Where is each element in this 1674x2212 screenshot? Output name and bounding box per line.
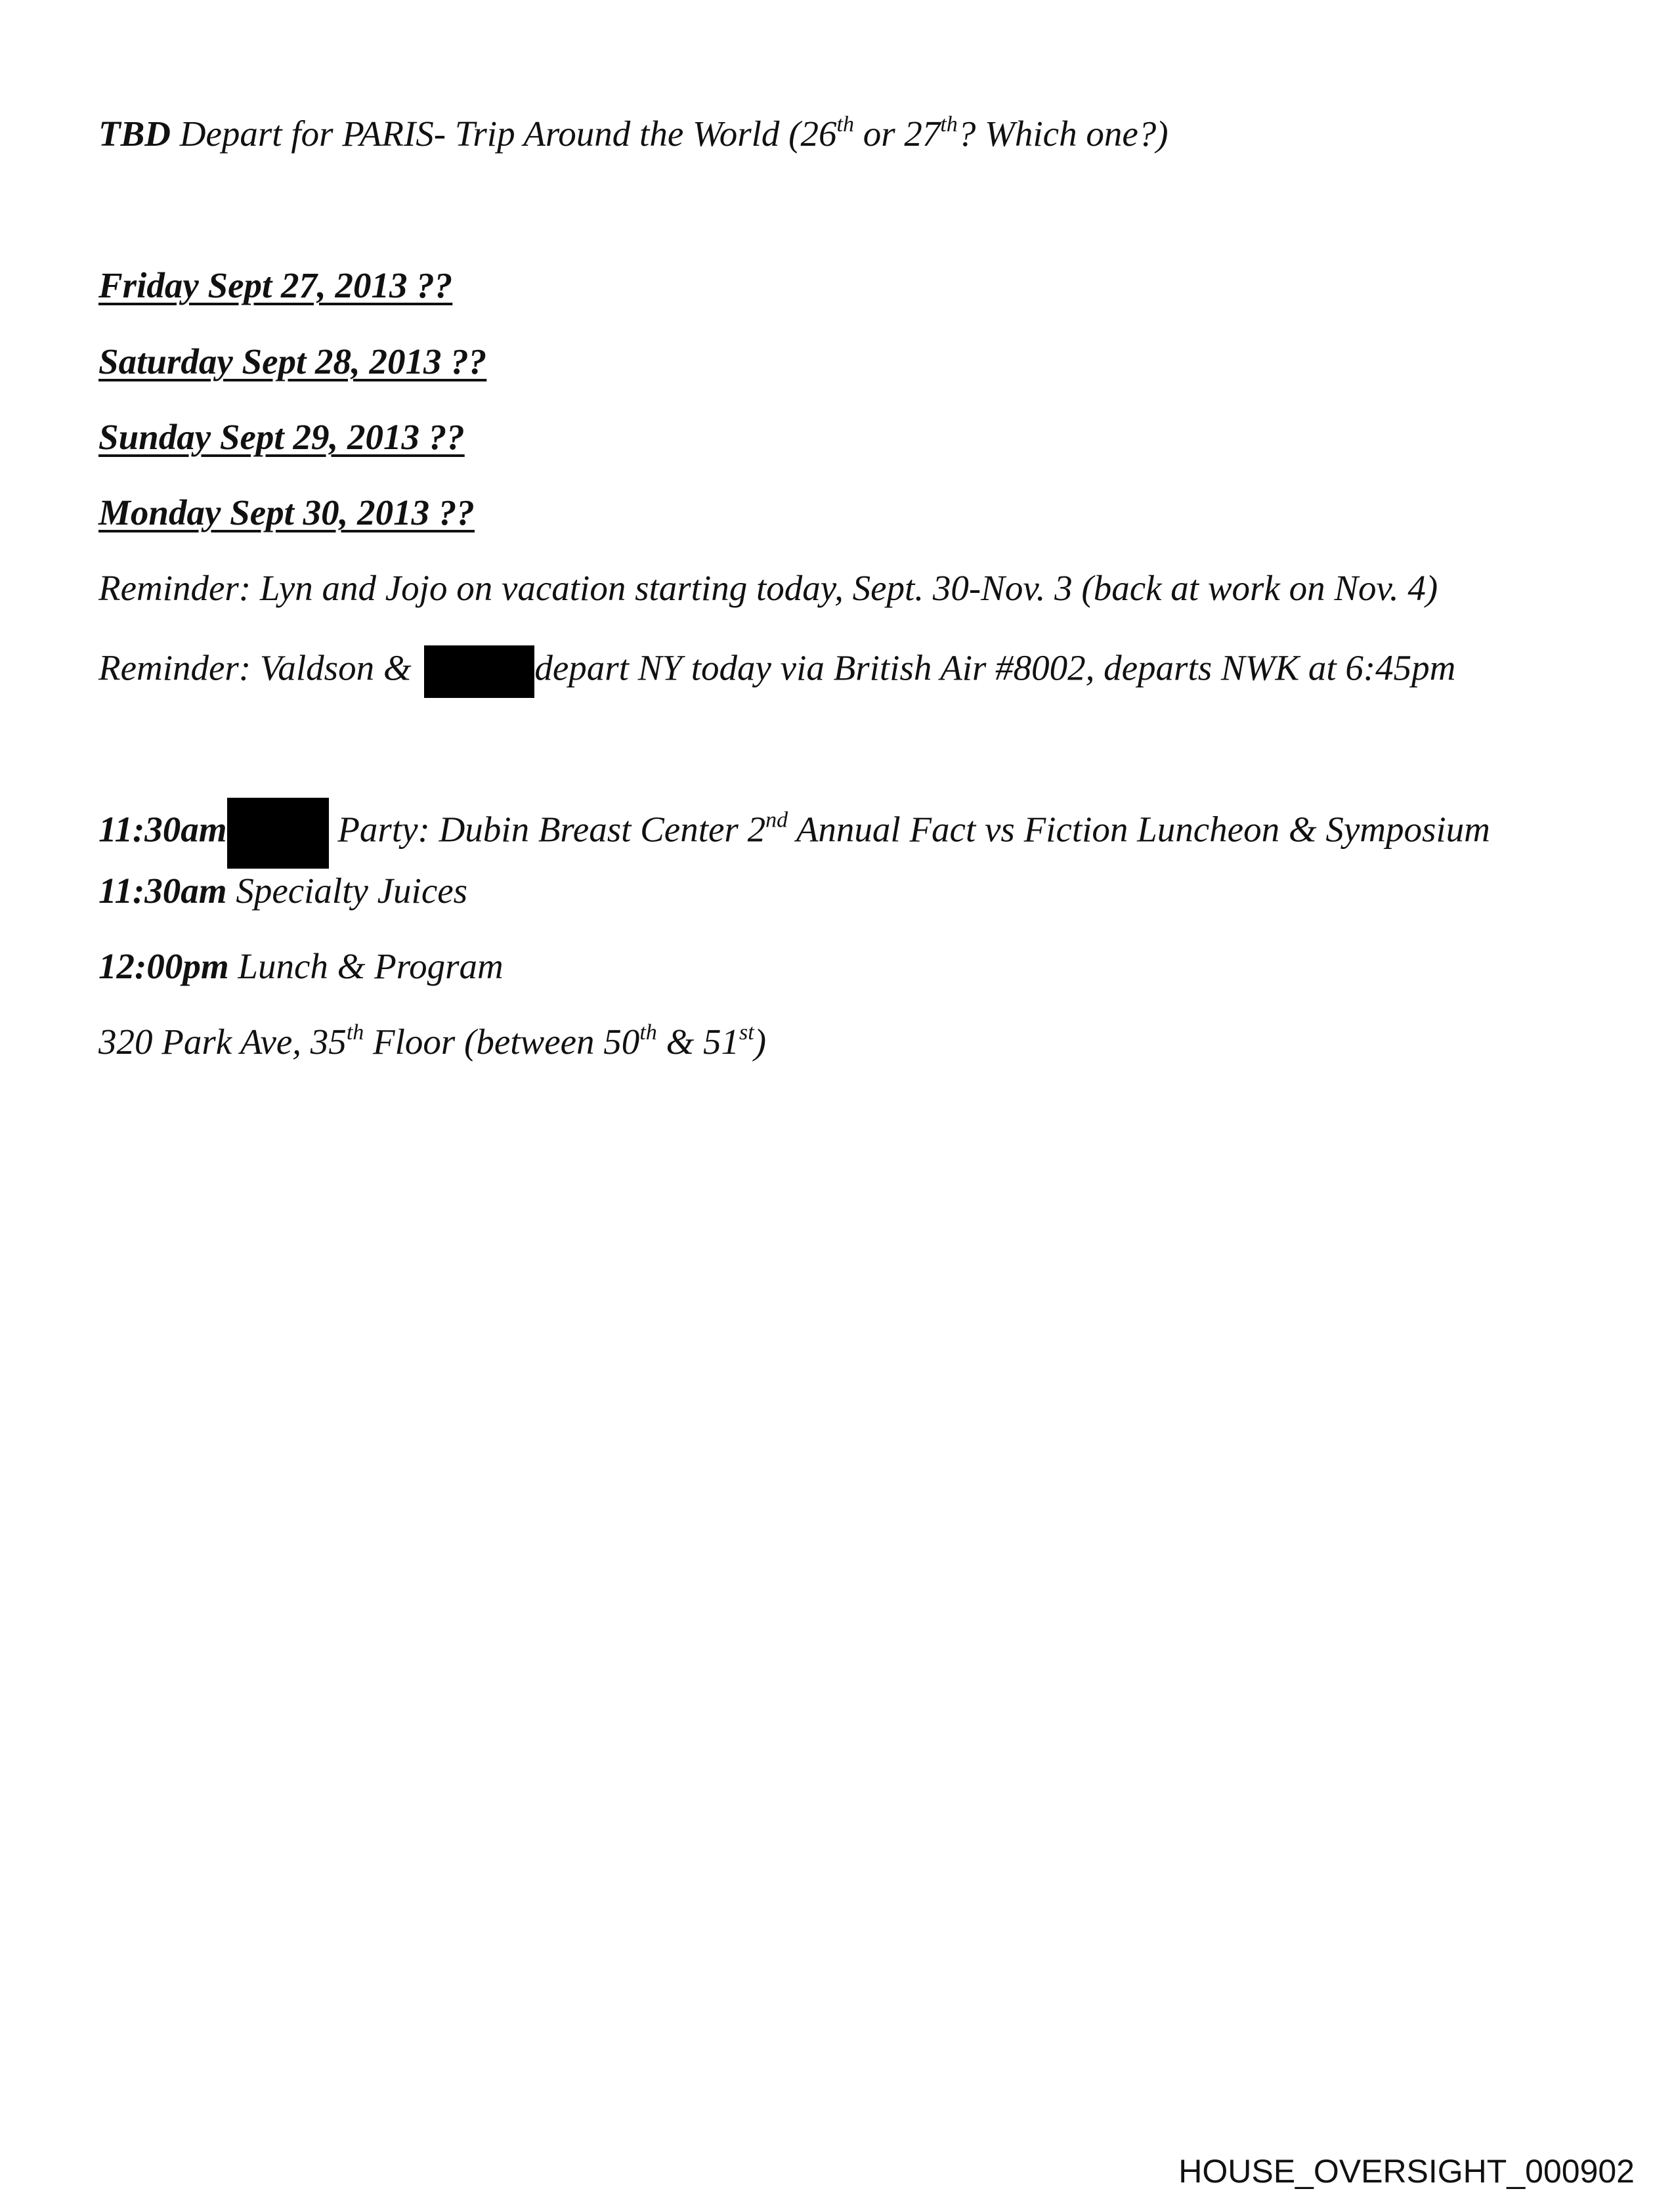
address-sup-2: th xyxy=(639,1020,657,1045)
heading-friday: Friday Sept 27, 2013 ?? xyxy=(98,265,453,305)
schedule-lunch xyxy=(98,948,504,984)
tbd-text-1: Depart for PARIS- Trip Around the World (26 xyxy=(171,114,837,154)
address-text-4: ) xyxy=(754,1022,767,1062)
event-address xyxy=(98,1020,767,1062)
bates-number: HOUSE_OVERSIGHT_000902 xyxy=(1178,2153,1635,2190)
event-text-1: Party: Dubin Breast Center 2 xyxy=(328,809,766,850)
heading-monday: Monday Sept 30, 2013 ?? xyxy=(98,492,475,532)
event-time: 11:30am xyxy=(98,809,227,850)
heading-sunday: Sunday Sept 29, 2013 ?? xyxy=(98,417,465,457)
redaction-box xyxy=(424,645,534,698)
tbd-line xyxy=(98,112,1169,154)
address-sup-1: th xyxy=(346,1020,364,1045)
address-text-1: 320 Park Ave, 35 xyxy=(98,1022,347,1062)
tbd-text-2: or 27 xyxy=(853,114,941,154)
reminder-vacation: Reminder: Lyn and Jojo on vacation starting today, Sept. 30-Nov. 3 (back at work on Nov. 4) xyxy=(98,568,1438,608)
redaction-box xyxy=(227,798,329,869)
reminder-travel-text-2: depart NY today via British Air #8002, departs NWK at 6:45pm xyxy=(534,647,1456,688)
reminder-travel xyxy=(98,645,1455,698)
address-sup-3: st xyxy=(739,1020,754,1045)
tbd-sup-1: th xyxy=(836,112,854,137)
tbd-label: TBD xyxy=(98,114,171,154)
event-sup: nd xyxy=(765,808,788,833)
tbd-text-3: ? Which one?) xyxy=(957,114,1169,154)
event-party xyxy=(98,798,1490,869)
lunch-time: 12:00pm xyxy=(98,946,229,986)
schedule-juices xyxy=(98,873,467,909)
heading-saturday: Saturday Sept 28, 2013 ?? xyxy=(98,341,487,381)
tbd-sup-2: th xyxy=(940,112,958,137)
lunch-text: Lunch & Program xyxy=(228,946,504,986)
juices-text: Specialty Juices xyxy=(226,871,468,911)
address-text-2: Floor (between 50 xyxy=(364,1022,640,1062)
event-text-2: Annual Fact vs Fiction Luncheon & Symposium xyxy=(788,809,1490,850)
address-text-3: & 51 xyxy=(656,1022,740,1062)
juices-time: 11:30am xyxy=(98,871,227,911)
reminder-travel-text-1: Reminder: Valdson & xyxy=(98,647,421,688)
